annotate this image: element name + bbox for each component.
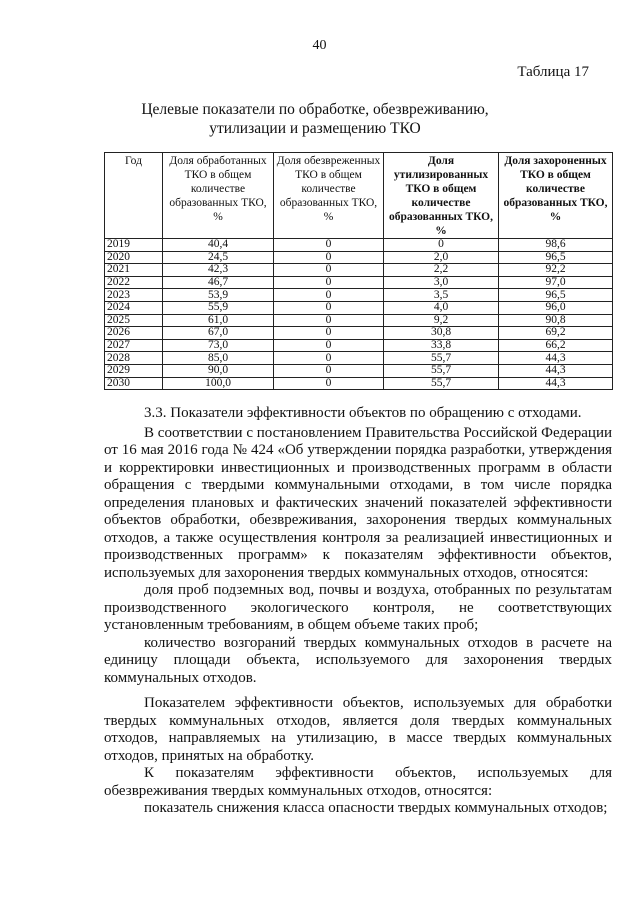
cell-processed: 24,5 xyxy=(163,251,274,264)
cell-neutralized: 0 xyxy=(274,289,384,302)
paragraph-regulation: В соответствии с постановлением Правительства Российской Федерации от 16 мая 2016 года № 424 «Об утверждении порядка разработки, утверждения и корректировки инвестиционных и производственных программ в области обращения с твердыми коммунальными отходами, в том числе порядка определения плановых и фактических значений показателей эффективности объектов обработки, обезвреживания, захоронения твердых коммунальных отходов, а также осуществления контроля за реализацией инвестиционных и производственных программ» к показателям эффективности объектов, используемых для захоронения твердых коммунальных отходов, относятся: xyxy=(104,424,612,581)
header-neutralized-share: Доля обезвреженных ТКО в общем количестве образованных ТКО, % xyxy=(274,153,384,239)
cell-utilized: 4,0 xyxy=(384,301,499,314)
cell-buried: 44,3 xyxy=(499,352,613,365)
table-title-line-2: утилизации и размещению ТКО xyxy=(209,120,421,137)
cell-utilized: 3,0 xyxy=(384,276,499,289)
targets-table xyxy=(104,152,613,390)
table-row xyxy=(105,276,613,289)
cell-processed: 46,7 xyxy=(163,276,274,289)
paragraph-fires-count: количество возгораний твердых коммунальных отходов в расчете на единицу площади объекта, используемого для захоронения твердых коммунальных отходов. xyxy=(104,634,612,686)
table-row xyxy=(105,301,613,314)
cell-year: 2024 xyxy=(105,301,163,314)
cell-utilized: 55,7 xyxy=(384,364,499,377)
cell-processed: 40,4 xyxy=(163,239,274,252)
cell-utilized: 33,8 xyxy=(384,339,499,352)
paragraph-samples-share: доля проб подземных вод, почвы и воздуха, отобранных по результатам производственного экологического контроля, не соответствующих установленным требованиям, в общем объеме таких проб; xyxy=(104,582,612,633)
cell-year: 2026 xyxy=(105,327,163,340)
cell-utilized: 30,8 xyxy=(384,327,499,340)
paragraph-hazard-class: показатель снижения класса опасности твердых коммунальных отходов; xyxy=(144,800,608,816)
header-utilized-share: Доля утилизированных ТКО в общем количестве образованных ТКО, % xyxy=(384,153,499,239)
cell-utilized: 9,2 xyxy=(384,314,499,327)
table-row xyxy=(105,251,613,264)
cell-year: 2028 xyxy=(105,352,163,365)
cell-processed: 61,0 xyxy=(163,314,274,327)
cell-buried: 44,3 xyxy=(499,377,613,390)
table-label: Таблица 17 xyxy=(517,64,589,80)
cell-neutralized: 0 xyxy=(274,264,384,277)
cell-processed: 53,9 xyxy=(163,289,274,302)
paragraph-neutralization-indicators: К показателям эффективности объектов, используемых для обезвреживания твердых коммунальных отходов, относятся: xyxy=(104,765,612,799)
cell-year: 2022 xyxy=(105,276,163,289)
cell-buried: 96,5 xyxy=(499,251,613,264)
table-row xyxy=(105,352,613,365)
table-row xyxy=(105,339,613,352)
table-row xyxy=(105,364,613,377)
cell-year: 2021 xyxy=(105,264,163,277)
header-buried-share: Доля захороненных ТКО в общем количестве образованных ТКО, % xyxy=(499,153,613,239)
cell-neutralized: 0 xyxy=(274,301,384,314)
table-title xyxy=(105,100,525,138)
cell-year: 2020 xyxy=(105,251,163,264)
cell-neutralized: 0 xyxy=(274,352,384,365)
table-row xyxy=(105,327,613,340)
cell-neutralized: 0 xyxy=(274,314,384,327)
table-row xyxy=(105,239,613,252)
cell-processed: 55,9 xyxy=(163,301,274,314)
section-heading: 3.3. Показатели эффективности объектов по обращению с отходами. xyxy=(144,405,582,421)
cell-neutralized: 0 xyxy=(274,377,384,390)
page-number: 40 xyxy=(312,38,327,53)
cell-buried: 44,3 xyxy=(499,364,613,377)
cell-buried: 98,6 xyxy=(499,239,613,252)
body-text xyxy=(104,405,612,818)
cell-processed: 100,0 xyxy=(163,377,274,390)
cell-utilized: 0 xyxy=(384,239,499,252)
paragraph-processing-indicator: Показателем эффективности объектов, используемых для обработки твердых коммунальных отходов, является доля твердых коммунальных отходов, направляемых на утилизацию, в массе твердых коммунальных отходов, принятых на обработку. xyxy=(104,695,612,764)
cell-processed: 85,0 xyxy=(163,352,274,365)
cell-buried: 97,0 xyxy=(499,276,613,289)
cell-year: 2019 xyxy=(105,239,163,252)
cell-year: 2030 xyxy=(105,377,163,390)
cell-processed: 90,0 xyxy=(163,364,274,377)
table-header-row xyxy=(105,153,613,239)
cell-buried: 96,0 xyxy=(499,301,613,314)
cell-year: 2029 xyxy=(105,364,163,377)
cell-processed: 73,0 xyxy=(163,339,274,352)
table-row xyxy=(105,289,613,302)
cell-buried: 69,2 xyxy=(499,327,613,340)
table-title-line-1: Целевые показатели по обработке, обезвреживанию, xyxy=(141,101,489,118)
header-processed-share: Доля обработанных ТКО в общем количестве образованных ТКО, % xyxy=(163,153,274,239)
table-row xyxy=(105,377,613,390)
cell-neutralized: 0 xyxy=(274,339,384,352)
cell-processed: 42,3 xyxy=(163,264,274,277)
table-row xyxy=(105,264,613,277)
cell-buried: 92,2 xyxy=(499,264,613,277)
cell-utilized: 2,2 xyxy=(384,264,499,277)
cell-utilized: 3,5 xyxy=(384,289,499,302)
cell-utilized: 2,0 xyxy=(384,251,499,264)
cell-neutralized: 0 xyxy=(274,276,384,289)
cell-neutralized: 0 xyxy=(274,239,384,252)
cell-year: 2023 xyxy=(105,289,163,302)
cell-buried: 90,8 xyxy=(499,314,613,327)
cell-neutralized: 0 xyxy=(274,251,384,264)
cell-utilized: 55,7 xyxy=(384,352,499,365)
cell-year: 2027 xyxy=(105,339,163,352)
cell-buried: 66,2 xyxy=(499,339,613,352)
cell-neutralized: 0 xyxy=(274,364,384,377)
cell-buried: 96,5 xyxy=(499,289,613,302)
cell-processed: 67,0 xyxy=(163,327,274,340)
header-year: Год xyxy=(105,153,163,239)
cell-utilized: 55,7 xyxy=(384,377,499,390)
cell-year: 2025 xyxy=(105,314,163,327)
cell-neutralized: 0 xyxy=(274,327,384,340)
table-row xyxy=(105,314,613,327)
